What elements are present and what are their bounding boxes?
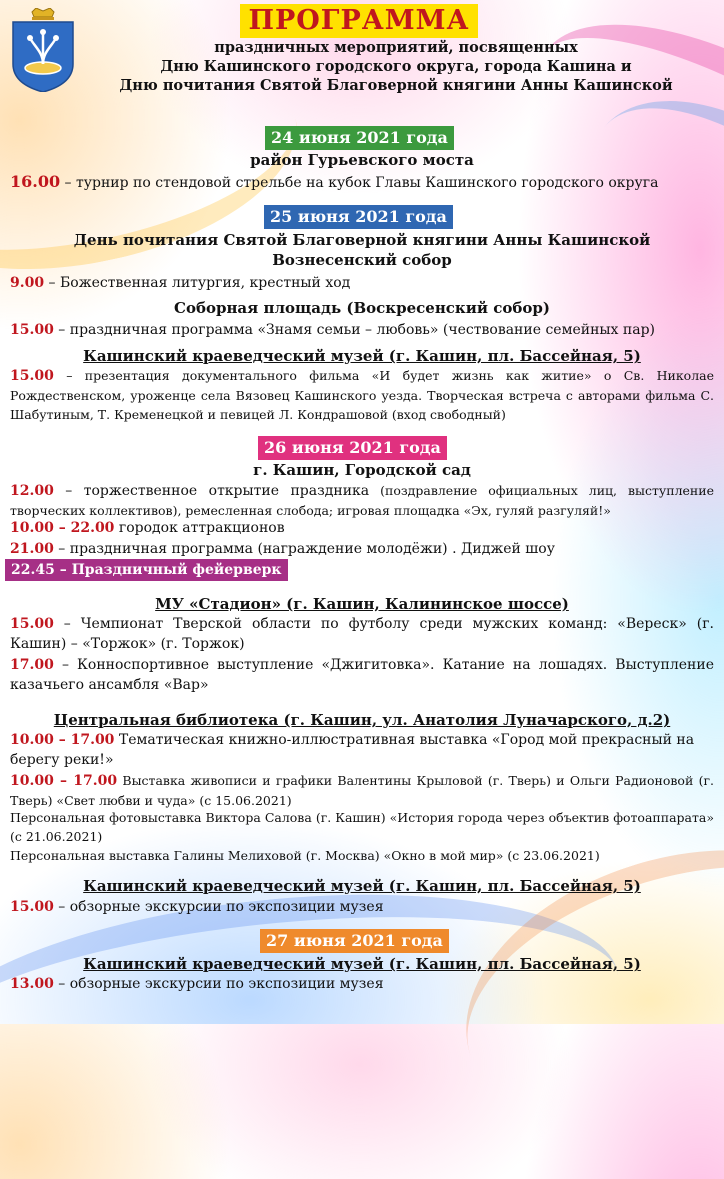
subtitle-line: Дню Кашинского городского округа, города Кашина и xyxy=(160,58,632,75)
event-note: (поздравление официальных лиц, выступление творческих коллективов), ремесленная слобода; игровая площадка «Эх, гуляй разгуляй!» xyxy=(10,483,714,518)
event-time: 12.00 xyxy=(10,483,54,499)
event-line xyxy=(10,655,714,695)
event-time: 13.00 xyxy=(10,976,54,992)
venue-heading: Центральная библиотека (г. Кашин, ул. Анатолия Луначарского, д.2) xyxy=(53,711,671,729)
event-time: 10.00 – 17.00 xyxy=(10,732,115,748)
venue-heading: Вознесенский собор xyxy=(272,251,452,269)
event-text: городок аттракционов xyxy=(114,520,285,536)
venue-heading: район Гурьевского моста xyxy=(250,151,474,169)
subtitle xyxy=(86,38,706,95)
event-time: 15.00 xyxy=(10,899,54,915)
event-note-line: Персональная фотовыставка Виктора Салова (г. Кашин) «История города через объектив фотоаппарата» (с 21.06.2021) xyxy=(10,810,714,844)
event-time: 17.00 xyxy=(10,657,54,673)
event-text: – торжественное открытие праздника xyxy=(53,483,370,499)
coat-of-arms-icon xyxy=(10,8,76,92)
event-note-line: Персональная выставка Галины Мелиховой (г. Москва) «Окно в мой мир» (с 23.06.2021) xyxy=(10,848,600,863)
fireworks-badge: 22.45 – Праздничный фейерверк xyxy=(5,559,288,581)
date-badge-day2: 25 июня 2021 года xyxy=(264,205,453,229)
date-badge-day3: 26 июня 2021 года xyxy=(258,436,447,460)
event-time: 10.00 – 17.00 xyxy=(10,773,118,789)
event-text: Выставка живописи и графики Валентины Крыловой (г. Тверь) и Ольги Радионовой (г. Тверь) «Свет любви и чуда» (с 15.06.2021) xyxy=(10,773,714,808)
event-time: 21.00 xyxy=(10,541,54,557)
subtitle-line: праздничных мероприятий, посвященных xyxy=(214,39,578,56)
event-text: – обзорные экскурсии по экспозиции музея xyxy=(53,976,384,992)
venue-heading: МУ «Стадион» (г. Кашин, Калининское шоссе) xyxy=(155,595,569,613)
event-text: – обзорные экскурсии по экспозиции музея xyxy=(53,899,384,915)
event-text: – Божественная литургия, крестный ход xyxy=(44,275,351,291)
event-text: – праздничная программа (награждение молодёжи) . Диджей шоу xyxy=(53,541,555,557)
event-time: 16.00 xyxy=(10,172,61,191)
subtitle-line: Дню почитания Святой Благоверной княгини Анны Кашинской xyxy=(119,77,673,94)
event-text: – Конноспортивное выступление «Джигитовка». Катание на лошадях. Выступление казачьего ансамбля «Вар» xyxy=(10,657,714,693)
event-time: 9.00 xyxy=(10,275,45,291)
event-line xyxy=(10,320,714,340)
day-title: День почитания Святой Благоверной княгини Анны Кашинской xyxy=(73,231,651,249)
event-time: 15.00 xyxy=(10,616,54,632)
venue-heading: г. Кашин, Городской сад xyxy=(253,461,471,479)
venue-heading: Кашинский краеведческий музей (г. Кашин, пл. Бассейная, 5) xyxy=(83,955,641,973)
event-time: 15.00 xyxy=(10,322,54,338)
event-line xyxy=(10,273,714,293)
event-time: 10.00 – 22.00 xyxy=(10,520,115,536)
event-line xyxy=(10,481,714,520)
event-line xyxy=(10,172,714,193)
event-line xyxy=(10,897,714,917)
event-line xyxy=(10,518,714,538)
venue-heading: Кашинский краеведческий музей (г. Кашин, пл. Бассейная, 5) xyxy=(83,347,641,365)
date-badge-day1: 24 июня 2021 года xyxy=(265,126,454,150)
event-line xyxy=(10,366,714,424)
event-line xyxy=(10,614,714,654)
event-text: Тематическая книжно-иллюстративная выставка «Город мой прекрасный на берегу реки!» xyxy=(10,732,695,768)
date-badge-day4: 27 июня 2021 года xyxy=(260,929,449,953)
event-line xyxy=(10,771,714,810)
event-line xyxy=(10,974,714,994)
event-time: 15.00 xyxy=(10,368,54,384)
event-text: – презентация документального фильма «И будет жизнь как житие» о Св. Николае Рождественском, уроженце села Вязовец Кашинского уезда. Творческая встреча с авторами фильма С. Шабутиным, Т. Кременецкой и певицей Л. Кондрашовой (вход свободный) xyxy=(10,368,714,422)
event-text: – праздничная программа «Знамя семьи – любовь» (чествование семейных пар) xyxy=(53,322,656,338)
venue-heading: Кашинский краеведческий музей (г. Кашин, пл. Бассейная, 5) xyxy=(83,877,641,895)
event-line xyxy=(10,730,714,770)
event-text: – турнир по стендовой стрельбе на кубок Главы Кашинского городского округа xyxy=(60,175,659,191)
venue-heading: Соборная площадь (Воскресенский собор) xyxy=(174,299,550,317)
page-title: ПРОГРАММА xyxy=(240,4,477,38)
event-line xyxy=(10,539,714,559)
event-text: – Чемпионат Тверской области по футболу среди мужских команд: «Вереск» (г. Кашин) – «Торжок» (г. Торжок) xyxy=(10,616,714,652)
title-block xyxy=(230,4,488,38)
